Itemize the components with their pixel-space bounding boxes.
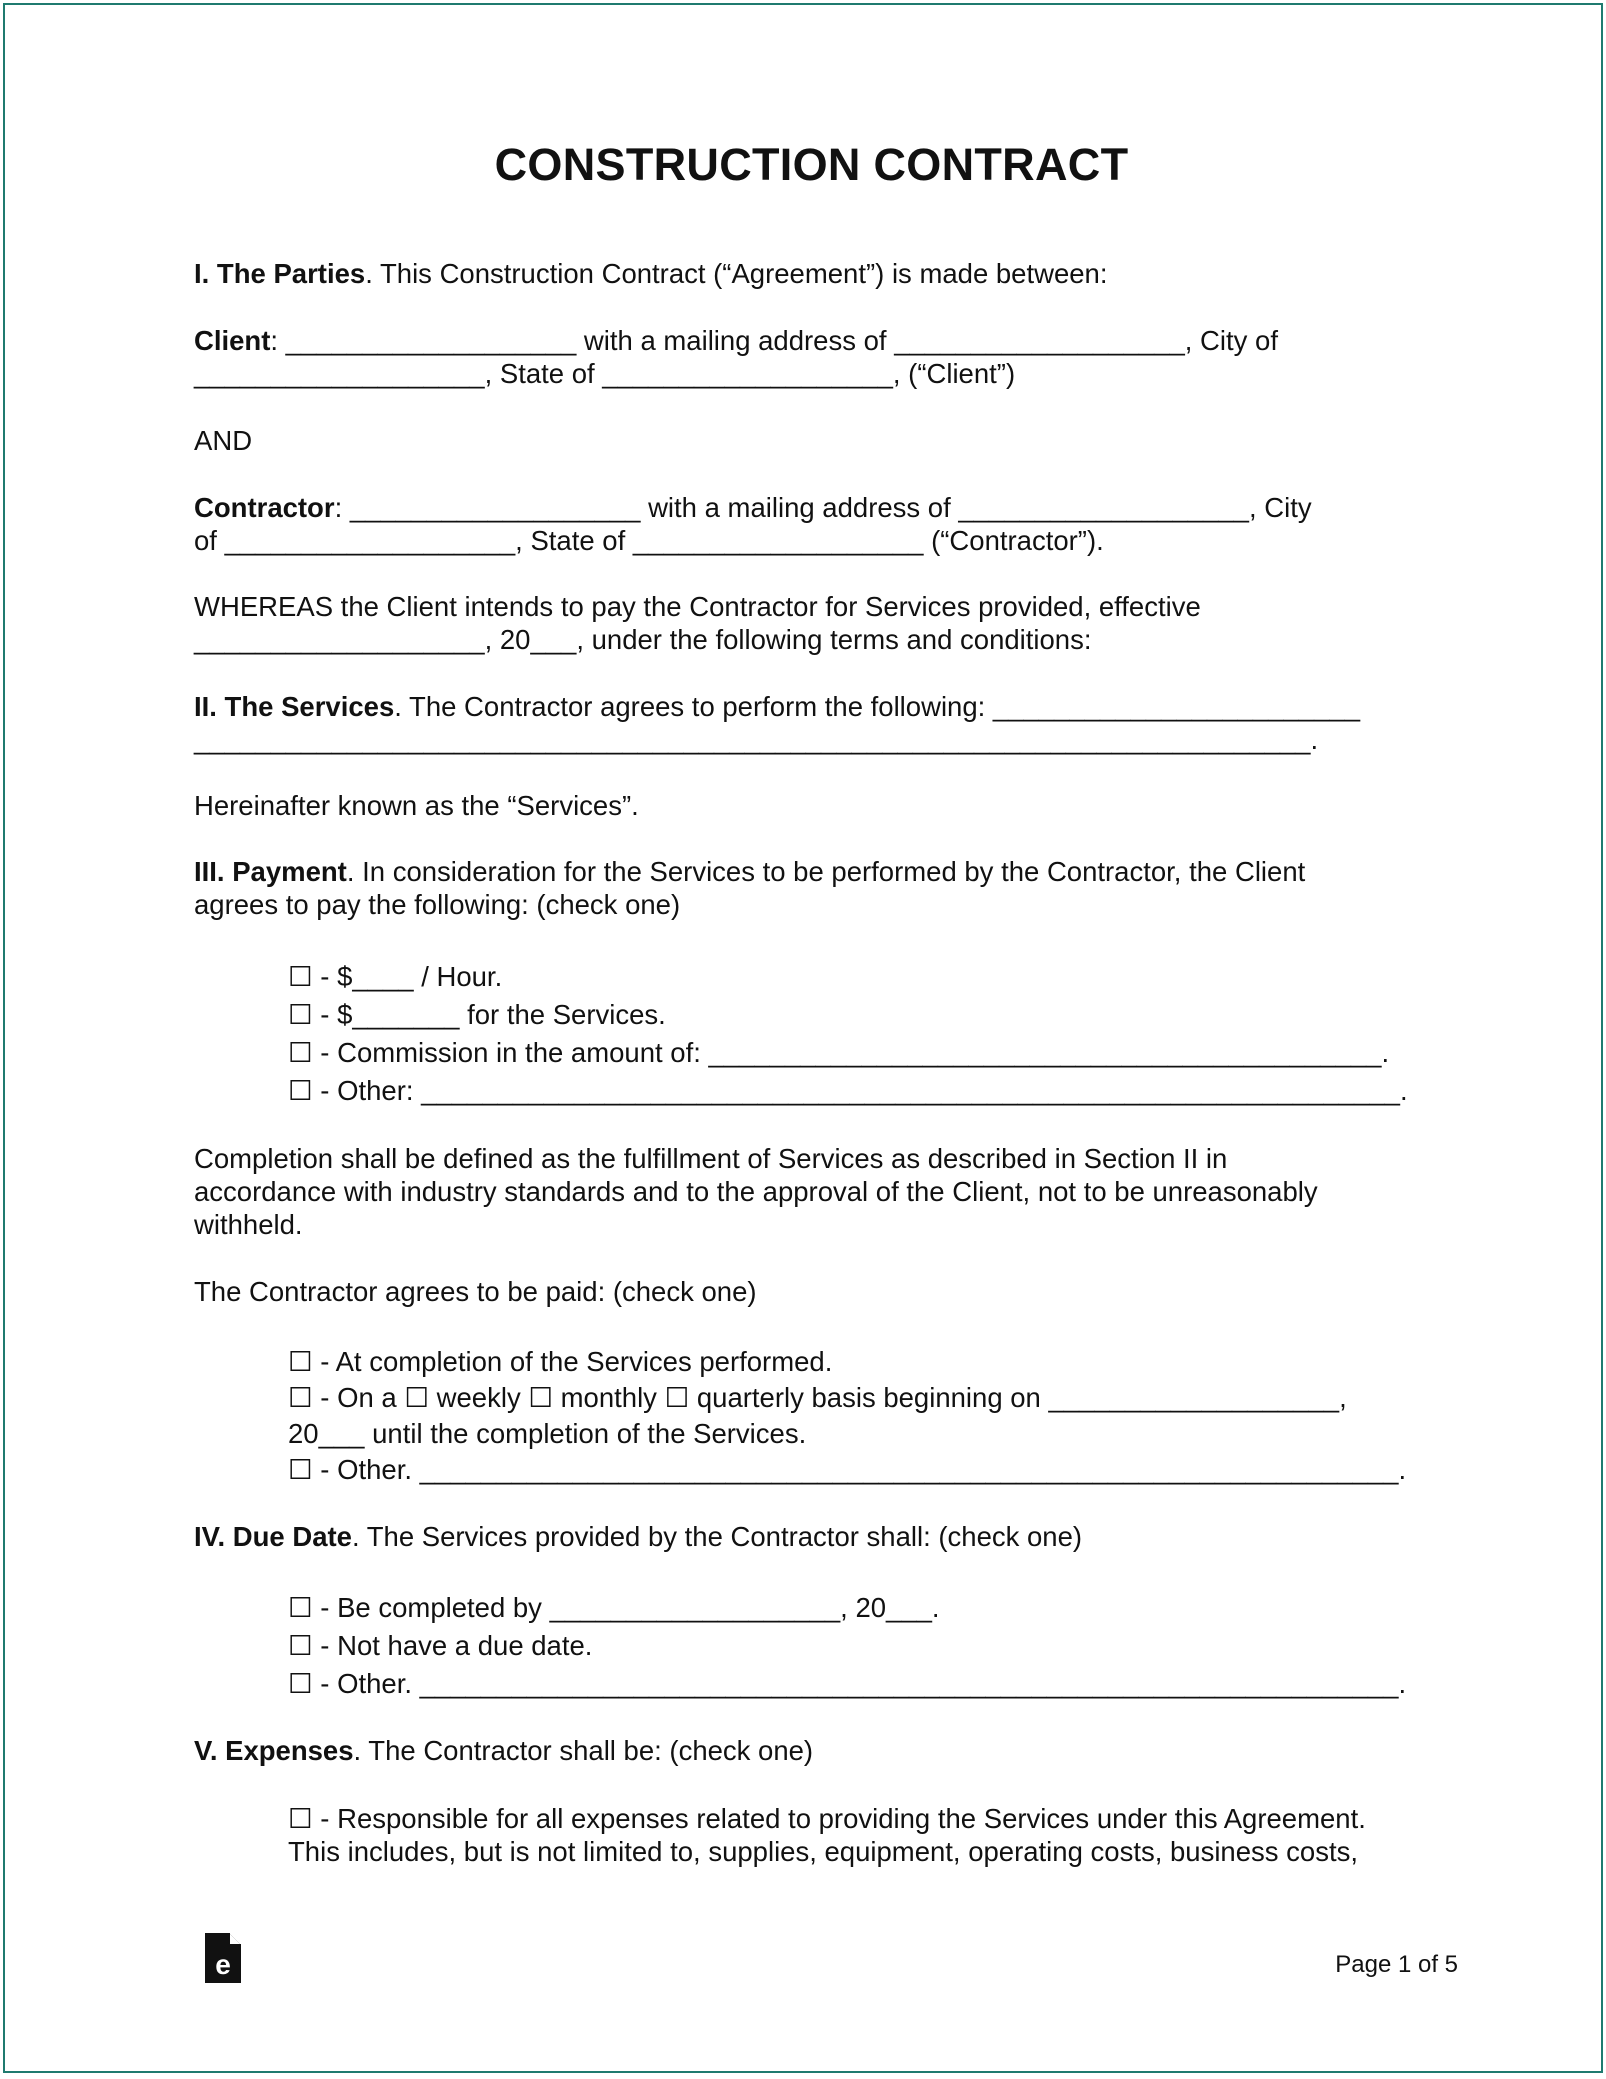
parties-heading: I. The Parties	[194, 258, 366, 289]
whereas-paragraph	[194, 590, 1429, 656]
whereas-line-2: ___________________, 20___, under the following terms and conditions:	[194, 624, 1092, 655]
expenses-option-responsible[interactable]: ☐ - Responsible for all expenses related to providing the Services under this Agreement.	[288, 1803, 1366, 1834]
eforms-logo-icon	[205, 1933, 241, 1983]
due-date-options	[288, 1589, 1429, 1703]
contractor-paragraph	[194, 491, 1429, 557]
due-option-other[interactable]: ☐ - Other. ________________________________________________________________.	[288, 1668, 1407, 1699]
expenses-option-responsible-continued: This includes, but is not limited to, supplies, equipment, operating costs, business costs,	[288, 1836, 1358, 1867]
payment-option-other[interactable]: ☐ - Other: ________________________________________________________________.	[288, 1075, 1408, 1106]
services-hereinafter: Hereinafter known as the “Services”.	[194, 790, 639, 821]
client-paragraph	[194, 324, 1429, 390]
paid-option-other[interactable]: ☐ - Other. ________________________________________________________________.	[288, 1454, 1407, 1485]
paid-option-completion[interactable]: ☐ - At completion of the Services performed.	[288, 1346, 833, 1377]
paid-intro: The Contractor agrees to be paid: (check one)	[194, 1276, 757, 1307]
payment-options	[288, 958, 1429, 1110]
expenses-options	[288, 1802, 1429, 1868]
payment-line-1: . In consideration for the Services to be performed by the Contractor, the Client	[346, 856, 1306, 887]
completion-paragraph	[194, 1142, 1429, 1241]
due-date-paragraph	[194, 1520, 1429, 1553]
svg-text:e: e	[215, 1949, 231, 1980]
contractor-line-1: : ___________________ with a mailing address of ___________________, City	[334, 492, 1312, 523]
expenses-paragraph	[194, 1734, 1429, 1767]
paid-option-periodic[interactable]: ☐ - On a ☐ weekly ☐ monthly ☐ quarterly basis beginning on ___________________,	[288, 1382, 1347, 1413]
due-date-text: . The Services provided by the Contractor shall: (check one)	[351, 1521, 1083, 1552]
client-line-1: : ___________________ with a mailing address of ___________________, City of	[270, 325, 1278, 356]
contractor-label: Contractor	[194, 492, 335, 523]
expenses-text: . The Contractor shall be: (check one)	[353, 1735, 814, 1766]
completion-line-1: Completion shall be defined as the fulfillment of Services as described in Section II in	[194, 1143, 1228, 1174]
paid-options	[288, 1344, 1429, 1488]
completion-line-2: accordance with industry standards and to the approval of the Client, not to be unreasonably	[194, 1176, 1318, 1207]
contractor-line-2: of ___________________, State of ___________________ (“Contractor”).	[194, 525, 1104, 556]
payment-option-hourly[interactable]: ☐ - $____ / Hour.	[288, 961, 503, 992]
payment-heading: III. Payment	[194, 856, 347, 887]
services-line-2: _________________________________________________________________________.	[194, 724, 1319, 755]
due-option-no-due-date[interactable]: ☐ - Not have a due date.	[288, 1630, 593, 1661]
paid-option-periodic-continued: 20___ until the completion of the Services.	[288, 1418, 807, 1449]
whereas-line-1: WHEREAS the Client intends to pay the Contractor for Services provided, effective	[194, 591, 1201, 622]
payment-line-2: agrees to pay the following: (check one)	[194, 889, 681, 920]
completion-line-3: withheld.	[194, 1209, 303, 1240]
due-option-completed-by[interactable]: ☐ - Be completed by ___________________, 20___.	[288, 1592, 940, 1623]
and-text: AND	[194, 425, 253, 456]
parties-text: . This Construction Contract (“Agreement”) is made between:	[365, 258, 1108, 289]
document-page	[3, 3, 1603, 2073]
payment-paragraph	[194, 855, 1429, 921]
payment-option-commission[interactable]: ☐ - Commission in the amount of: ____________________________________________.	[288, 1037, 1390, 1068]
client-line-2: ___________________, State of ___________________, (“Client”)	[194, 358, 1016, 389]
client-label: Client	[194, 325, 271, 356]
services-line-1: . The Contractor agrees to perform the following: ________________________	[394, 691, 1360, 722]
payment-option-flat[interactable]: ☐ - $_______ for the Services.	[288, 999, 666, 1030]
due-date-heading: IV. Due Date	[194, 1521, 352, 1552]
document-title: CONSTRUCTION CONTRACT	[494, 139, 1129, 190]
page-number: Page 1 of 5	[1335, 1951, 1458, 1978]
parties-paragraph	[194, 257, 1429, 290]
services-paragraph	[194, 690, 1429, 756]
expenses-heading: V. Expenses	[194, 1735, 354, 1766]
services-heading: II. The Services	[194, 691, 395, 722]
